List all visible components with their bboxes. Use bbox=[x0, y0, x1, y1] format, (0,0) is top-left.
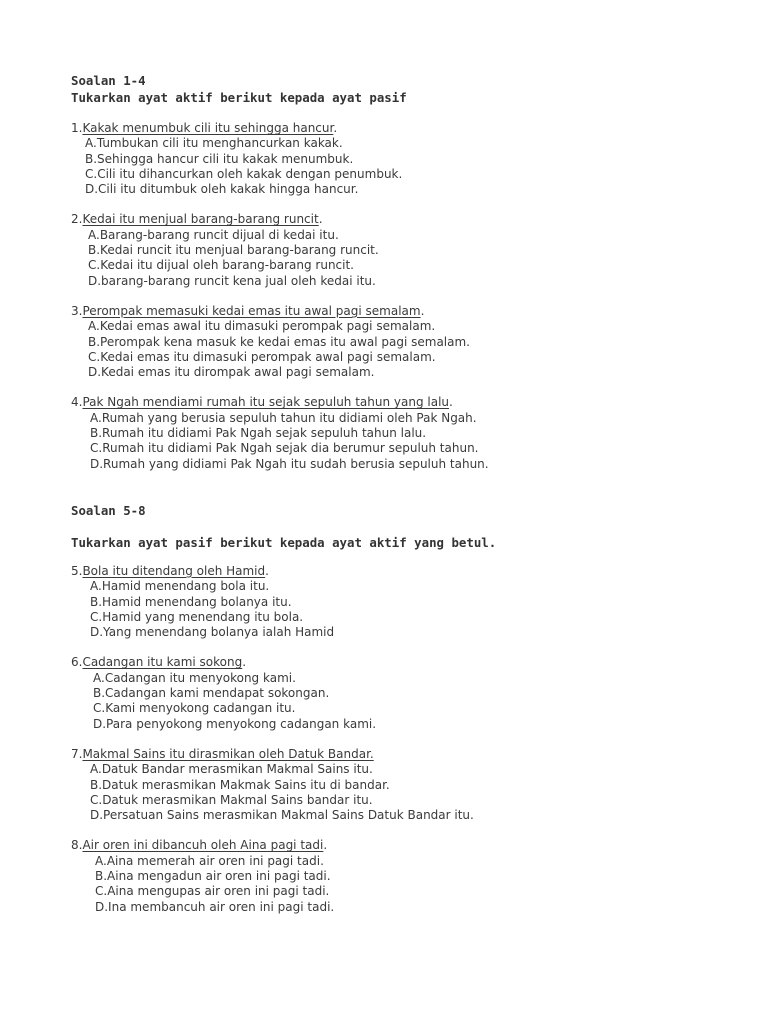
option-c: C.Kedai itu dijual oleh barang-barang runcit. bbox=[88, 258, 354, 273]
question-stem: Bola itu ditendang oleh Hamid bbox=[82, 563, 266, 578]
option-b: B.Hamid menendang bolanya itu. bbox=[90, 594, 292, 609]
question-stem: Perompak memasuki kedai emas itu awal pagi semalam bbox=[82, 303, 421, 318]
question-8: 8.Air oren ini dibancuh oleh Aina pagi tadi. bbox=[71, 838, 328, 853]
option-b: B.Perompak kena masuk ke kedai emas itu awal pagi semalam. bbox=[88, 334, 470, 349]
question-6: 6.Cadangan itu kami sokong. bbox=[71, 655, 247, 670]
question-number: 4. bbox=[71, 395, 83, 410]
option-b: B.Datuk merasmikan Makmak Sains itu di bandar. bbox=[90, 777, 390, 792]
question-stem: Makmal Sains itu dirasmikan oleh Datuk Bandar. bbox=[82, 746, 374, 761]
question-number: 6. bbox=[71, 655, 83, 670]
option-c: C.Datuk merasmikan Makmal Sains bandar itu. bbox=[90, 792, 373, 807]
question-number: 7. bbox=[71, 746, 83, 761]
option-c: C.Cili itu dihancurkan oleh kakak dengan penumbuk. bbox=[85, 166, 403, 181]
question-stem: Kedai itu menjual barang-barang runcit bbox=[82, 212, 319, 227]
option-a: A.Kedai emas awal itu dimasuki perompak pagi semalam. bbox=[88, 319, 436, 334]
option-c: C.Aina mengupas air oren ini pagi tadi. bbox=[95, 884, 330, 899]
option-a: A.Hamid menendang bola itu. bbox=[90, 579, 270, 594]
option-b: B.Cadangan kami mendapat sokongan. bbox=[93, 686, 330, 701]
option-d: D.Para penyokong menyokong cadangan kami. bbox=[93, 716, 377, 731]
question-4: 4.Pak Ngah mendiami rumah itu sejak sepuluh tahun yang lalu. bbox=[71, 395, 453, 410]
question-stem: Pak Ngah mendiami rumah itu sejak sepuluh tahun yang lalu bbox=[82, 395, 450, 410]
option-d: D.Rumah yang didiami Pak Ngah itu sudah berusia sepuluh tahun. bbox=[90, 456, 489, 471]
option-a: A.Rumah yang berusia sepuluh tahun itu didiami oleh Pak Ngah. bbox=[90, 410, 477, 425]
question-1: 1.Kakak menumbuk cili itu sehingga hancur. bbox=[71, 121, 338, 135]
option-d: D.Ina membancuh air oren ini pagi tadi. bbox=[95, 899, 335, 914]
question-stem: Air oren ini dibancuh oleh Aina pagi tadi bbox=[82, 838, 324, 853]
option-a: A.Cadangan itu menyokong kami. bbox=[93, 670, 296, 685]
option-d: D.Kedai emas itu dirompak awal pagi semalam. bbox=[88, 365, 375, 380]
option-b: B.Kedai runcit itu menjual barang-barang runcit. bbox=[88, 243, 379, 258]
option-c: C.Kami menyokong cadangan itu. bbox=[93, 701, 296, 716]
question-stem: Cadangan itu kami sokong bbox=[82, 655, 243, 670]
option-c: C.Rumah itu didiami Pak Ngah sejak dia berumur sepuluh tahun. bbox=[90, 441, 479, 456]
section-1-title: Soalan 1-4 bbox=[71, 73, 146, 88]
question-number: 5. bbox=[71, 563, 83, 578]
option-d: D.Persatuan Sains merasmikan Makmal Sains Datuk Bandar itu. bbox=[90, 808, 474, 823]
worksheet bbox=[71, 72, 731, 915]
question-number: 8. bbox=[71, 838, 83, 853]
option-c: C.Hamid yang menendang itu bola. bbox=[90, 609, 304, 624]
question-number: 3. bbox=[71, 303, 83, 318]
option-d: D.Yang menendang bolanya ialah Hamid bbox=[90, 625, 335, 640]
section-1-instruction: Tukarkan ayat aktif berikut kepada ayat pasif bbox=[71, 90, 407, 105]
option-a: A.Barang-barang runcit dijual di kedai itu. bbox=[88, 227, 339, 242]
section-2-title: Soalan 5-8 bbox=[71, 502, 146, 518]
question-5: 5.Bola itu ditendang oleh Hamid. bbox=[71, 563, 269, 578]
question-number: 2. bbox=[71, 212, 83, 227]
question-stem: Kakak menumbuk cili itu sehingga hancur bbox=[82, 121, 334, 135]
option-b: B.Rumah itu didiami Pak Ngah sejak sepuluh tahun lalu. bbox=[90, 426, 427, 441]
option-a: A.Aina memerah air oren ini pagi tadi. bbox=[95, 853, 324, 868]
question-2: 2.Kedai itu menjual barang-barang runcit. bbox=[71, 212, 323, 227]
option-d: D.barang-barang runcit kena jual oleh kedai itu. bbox=[88, 273, 376, 288]
option-b: B.Aina mengadun air oren ini pagi tadi. bbox=[95, 868, 331, 883]
option-a: A.Tumbukan cili itu menghancurkan kakak. bbox=[85, 136, 343, 151]
question-3: 3.Perompak memasuki kedai emas itu awal pagi semalam. bbox=[71, 303, 425, 318]
question-7 bbox=[71, 747, 731, 762]
option-c: C.Kedai emas itu dimasuki perompak awal pagi semalam. bbox=[88, 349, 436, 364]
option-a: A.Datuk Bandar merasmikan Makmal Sains itu. bbox=[90, 762, 373, 777]
section-2-instruction: Tukarkan ayat pasif berikut kepada ayat aktif yang betul. bbox=[71, 534, 497, 550]
option-d: D.Cili itu ditumbuk oleh kakak hingga hancur. bbox=[85, 182, 359, 197]
option-b: B.Sehingga hancur cili itu kakak menumbuk. bbox=[85, 151, 354, 166]
question-number: 1. bbox=[71, 121, 83, 135]
